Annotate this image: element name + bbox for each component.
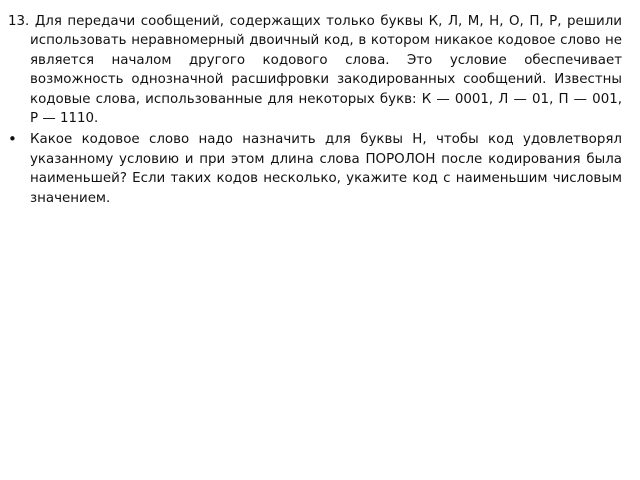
question-list-item [8,130,622,208]
bullet-icon: • [8,130,17,149]
problem-statement [8,12,622,128]
question-text: Какое кодовое слово надо назначить для буквы Н, чтобы код удовлетворял указанному условию и при этом длина слова ПОРОЛОН после кодирования была наименьшей? Если таких кодов несколько, укажите код с наименьшим числовым значением. [30,132,622,206]
document-page [8,12,622,208]
problem-number: 13. [8,14,30,29]
problem-text: Для передачи сообщений, содержащих только буквы К, Л, М, Н, О, П, Р, решили использовать неравномерный двоичный код, в котором никакое кодовое слово не является началом другого кодового слова. Это условие обеспечивает возможность однозначной расшифровки закодированных сообщений. Известны кодовые слова, использованные для некоторых букв: К — 0001, Л — 01, П — 001, Р — 1110. [30,14,622,127]
